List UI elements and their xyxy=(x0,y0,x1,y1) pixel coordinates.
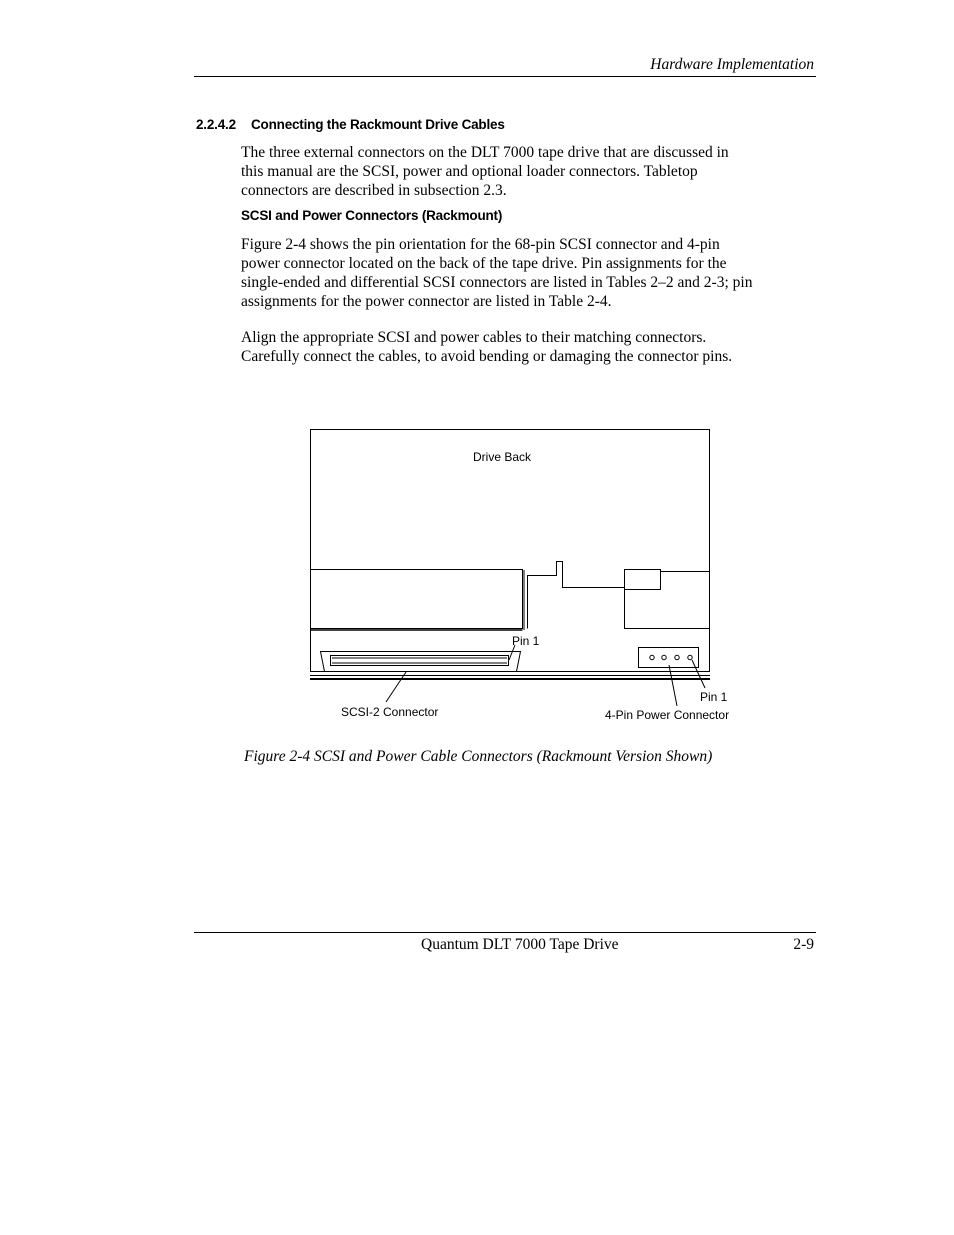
paragraph-line: The three external connectors on the DLT 7000 tape drive that are discussed in xyxy=(241,144,729,161)
scsi-pin1-label: Pin 1 xyxy=(512,634,540,648)
running-header: Hardware Implementation xyxy=(650,56,814,73)
power-connector-label: 4-Pin Power Connector xyxy=(605,708,730,722)
subheading: SCSI and Power Connectors (Rackmount) xyxy=(241,208,503,223)
section-title: Connecting the Rackmount Drive Cables xyxy=(251,117,505,132)
section-number: 2.2.4.2 xyxy=(196,117,236,132)
drive-back-label: Drive Back xyxy=(473,450,532,464)
paragraph-line: assignments for the power connector are listed in Table 2-4. xyxy=(241,293,612,310)
power-pin xyxy=(688,655,692,659)
section-heading xyxy=(196,117,505,132)
drive-back-outline xyxy=(311,430,710,672)
power-pin xyxy=(662,655,666,659)
align-paragraph xyxy=(241,328,821,366)
footer-title: Quantum DLT 7000 Tape Drive xyxy=(421,936,619,953)
paragraph-line: Figure 2-4 shows the pin orientation for the 68-pin SCSI connector and 4-pin xyxy=(241,236,720,253)
left-panel xyxy=(311,570,523,629)
intro-paragraph xyxy=(241,143,821,200)
paragraph-line: single-ended and differential SCSI connectors are listed in Tables 2–2 and 2-3; pin xyxy=(241,274,753,291)
scsi-connector-slot xyxy=(331,656,509,666)
page-number: 2-9 xyxy=(793,936,814,953)
power-pin xyxy=(675,655,679,659)
power-pin xyxy=(650,655,654,659)
scsi-connector-label: SCSI-2 Connector xyxy=(341,705,439,719)
loader-connector xyxy=(625,570,661,590)
paragraph-line: this manual are the SCSI, power and optional loader connectors. Tabletop xyxy=(241,163,698,180)
right-panel xyxy=(625,590,710,629)
power-pin1-leader xyxy=(692,660,705,688)
power-connector-leader xyxy=(669,665,677,706)
paragraph-line: connectors are described in subsection 2.3. xyxy=(241,182,507,199)
figure-caption: Figure 2-4 SCSI and Power Cable Connectors (Rackmount Version Shown) xyxy=(244,748,713,765)
scsi-pin1-leader xyxy=(509,645,515,660)
power-connector xyxy=(639,648,699,668)
footer-rule xyxy=(194,932,816,933)
header-rule xyxy=(194,76,816,77)
paragraph-line: power connector located on the back of the tape drive. Pin assignments for the xyxy=(241,255,727,272)
center-bracket xyxy=(528,562,625,629)
pin-orientation-paragraph xyxy=(241,235,821,311)
paragraph-line: Carefully connect the cables, to avoid bending or damaging the connector pins. xyxy=(241,348,733,365)
scsi-connector-shell xyxy=(321,652,521,672)
power-pin1-label: Pin 1 xyxy=(700,690,728,704)
scsi-connector-leader xyxy=(386,672,406,702)
paragraph-line: Align the appropriate SCSI and power cables to their matching connectors. xyxy=(241,329,707,346)
